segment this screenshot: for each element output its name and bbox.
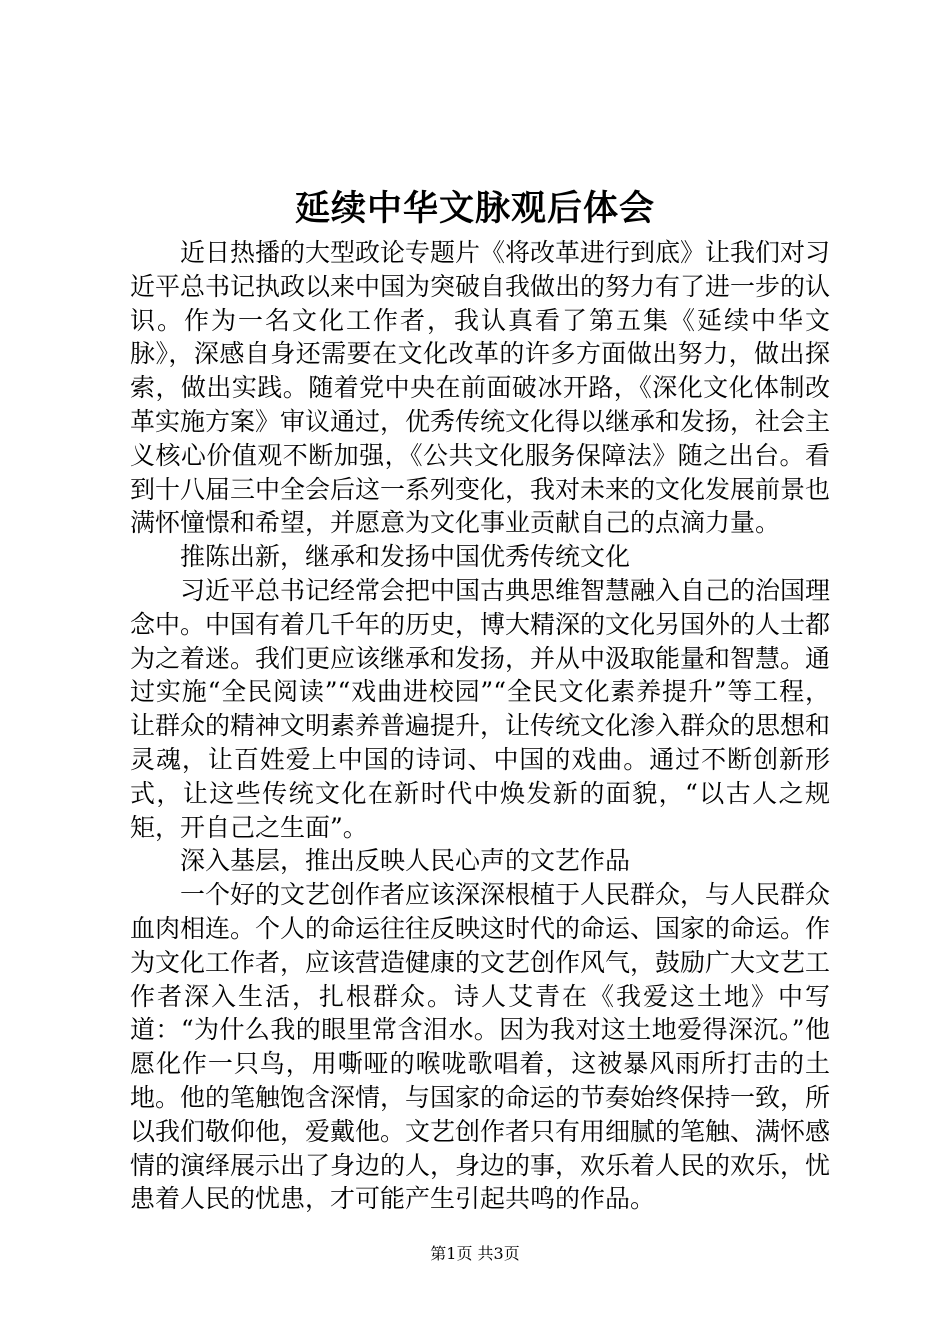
document-body xyxy=(130,236,830,1216)
paragraph-tradition: 习近平总书记经常会把中国古典思维智慧融入自己的治国理念中。中国有着几千年的历史，博大精深的文化另国外的人士都为之着迷。我们更应该继承和发扬，并从中汲取能量和智慧。通过实施“全民阅读”“戏曲进校园”“全民文化素养提升”等工程，让群众的精神文明素养普遍提升，让传统文化渗入群众的思想和灵魂，让百姓爱上中国的诗词、中国的戏曲。通过不断创新形式，让这些传统文化在新时代中焕发新的面貌，“以古人之规矩，开自己之生面”。 xyxy=(130,575,831,842)
section-heading-tradition: 推陈出新，继承和发扬中国优秀传统文化 xyxy=(180,542,631,572)
document-title: 延续中华文脉观后体会 xyxy=(294,188,655,229)
section-heading-grassroots: 深入基层，推出反映人民心声的文艺作品 xyxy=(180,846,631,876)
paragraph-grassroots: 一个好的文艺创作者应该深深根植于人民群众，与人民群众血肉相连。个人的命运往往反映这时代的命运、国家的命运。作为文化工作者，应该营造健康的文艺创作风气，鼓励广大文艺工作者深入生活，扎根群众。诗人艾青在《我爱这土地》中写道：“为什么我的眼里常含泪水。因为我对这土地爱得深沉。”他愿化作一只鸟，用嘶哑的喉咙歌唱着，这被暴风雨所打击的土地。他的笔触饱含深情，与国家的命运的节奏始终保持一致，所以我们敬仰他，爱戴他。文艺创作者只有用细腻的笔触、满怀感情的演绎展示出了身边的人，身边的事，欢乐着人民的欢乐，忧患着人民的忧患，才可能产生引起共鸣的作品。 xyxy=(130,880,831,1214)
paragraph-intro: 近日热播的大型政论专题片《将改革进行到底》让我们对习近平总书记执政以来中国为突破自我做出的努力有了进一步的认识。作为一名文化工作者，我认真看了第五集《延续中华文脉》，深感自身还需要在文化改革的许多方面做出努力，做出探索，做出实践。随着党中央在前面破冰开路，《深化文化体制改革实施方案》审议通过，优秀传统文化得以继承和发扬，社会主义核心价值观不断加强，《公共文化服务保障法》随之出台。看到十八届三中全会后这一系列变化，我对未来的文化发展前景也满怀憧憬和希望，并愿意为文化事业贡献自己的点滴力量。 xyxy=(130,238,831,538)
page-footer: 第1页 共3页 xyxy=(430,1244,520,1263)
